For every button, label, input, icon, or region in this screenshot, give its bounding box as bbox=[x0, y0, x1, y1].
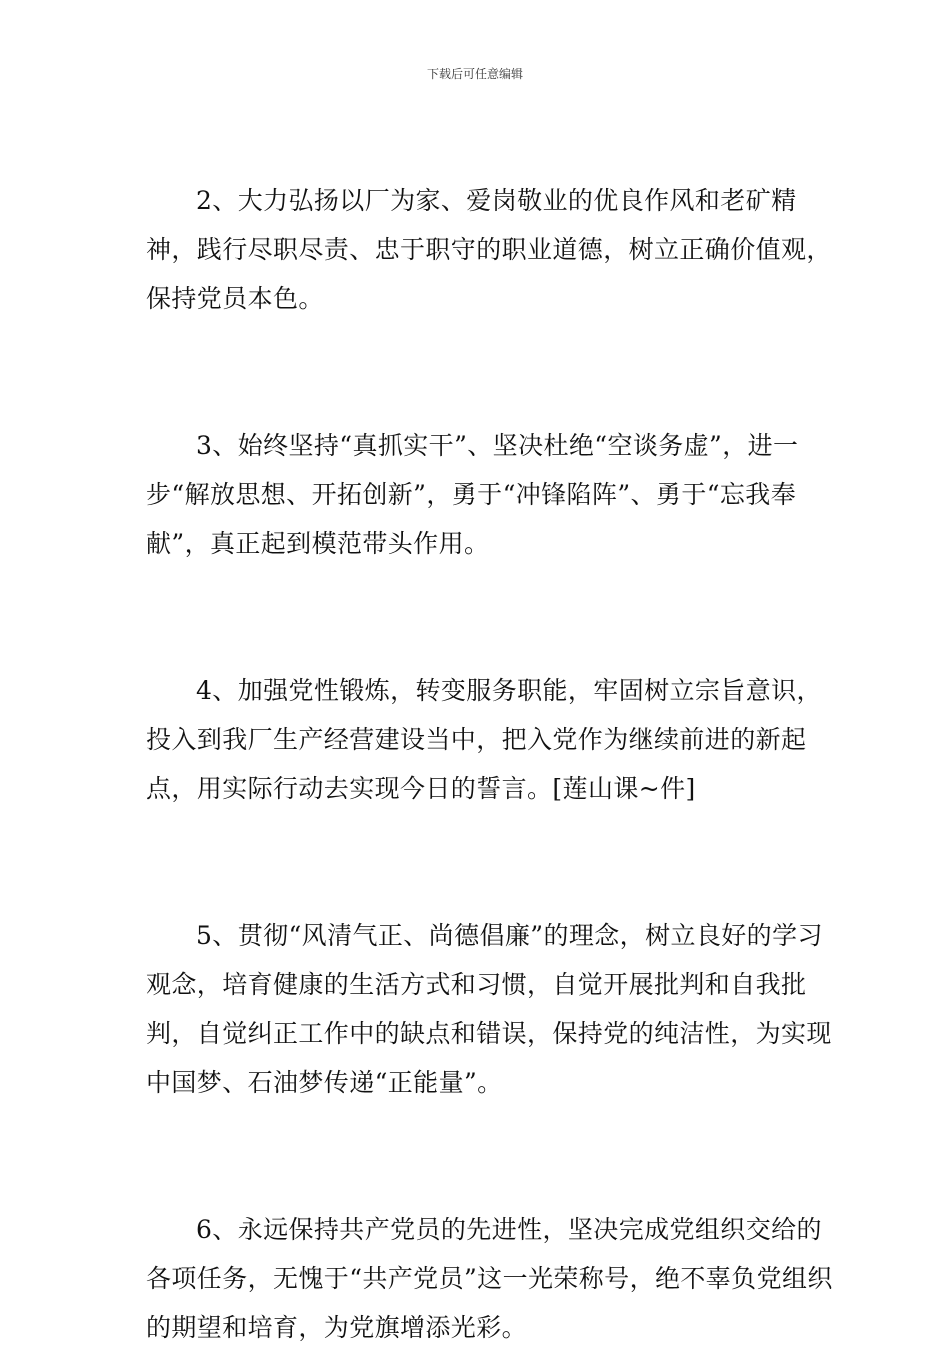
paragraph-3: 3、始终坚持“真抓实干”、坚决杜绝“空谈务虚”，进一步“解放思想、开拓创新”，勇于“冲锋陷阵”、勇于“忘我奉献”，真正起到模范带头作用。 bbox=[146, 431, 799, 558]
document-body bbox=[146, 176, 836, 1352]
paragraph-4: 4、加强党性锻炼，转变服务职能，牢固树立宗旨意识，投入到我厂生产经营建设当中，把入党作为继续前进的新起点，用实际行动去实现今日的誓言。[莲山课~件] bbox=[146, 676, 822, 803]
page-header: 下载后可任意编辑 bbox=[426, 67, 523, 81]
paragraph-2: 2、大力弘扬以厂为家、爱岗敬业的优良作风和老矿精神，践行尽职尽责、忠于职守的职业道德，树立正确价值观，保持党员本色。 bbox=[146, 186, 832, 313]
paragraph-5: 5、贯彻“风清气正、尚德倡廉”的理念，树立良好的学习观念，培育健康的生活方式和习惯，自觉开展批判和自我批判，自觉纠正工作中的缺点和错误，保持党的纯洁性，为实现中国梦、石油梦传递“正能量”。 bbox=[146, 921, 832, 1097]
paragraph-6: 6、永远保持共产党员的先进性，坚决完成党组织交给的各项任务，无愧于“共产党员”这一光荣称号，绝不辜负党组织的期望和培育，为党旗增添光彩。 bbox=[146, 1215, 833, 1342]
